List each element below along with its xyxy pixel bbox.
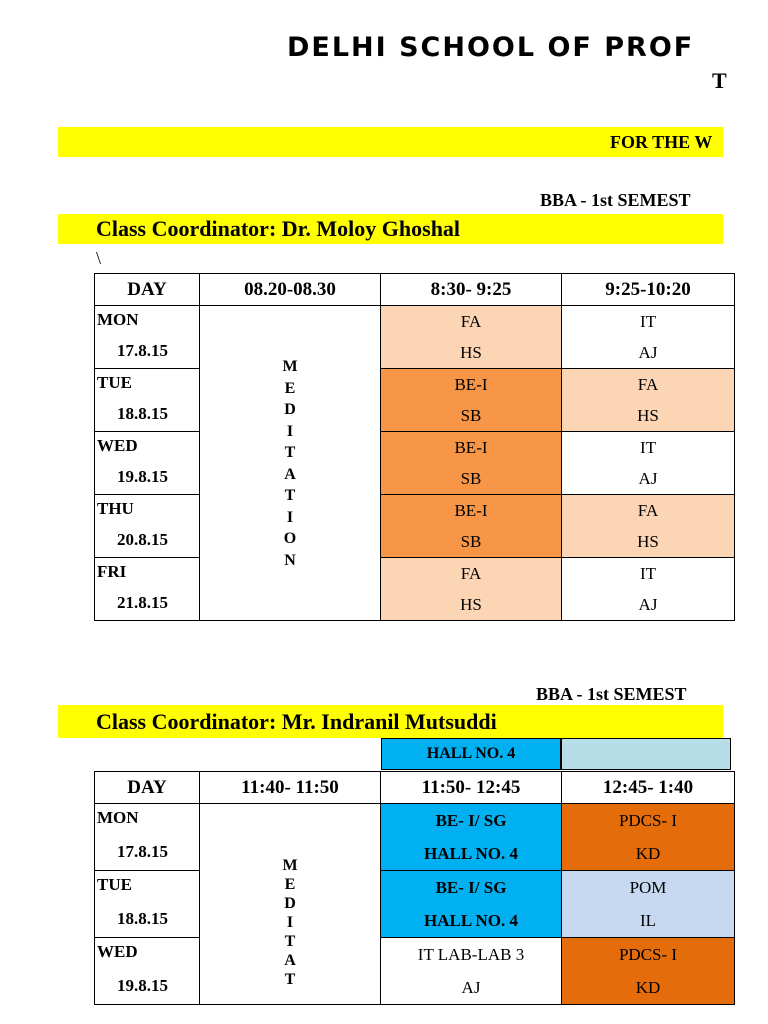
day-cell — [95, 871, 200, 938]
table-row — [95, 871, 735, 938]
break-letter: I — [286, 422, 294, 440]
faculty: AJ — [638, 595, 658, 614]
subject: BE- I/ SG — [435, 878, 507, 897]
class-cell — [562, 871, 735, 938]
subject: FA — [460, 564, 482, 583]
week-banner-text: FOR THE W — [610, 132, 713, 152]
day-date: 17.8.15 — [117, 341, 168, 360]
subject: FA — [637, 375, 659, 394]
class-cell — [562, 495, 735, 558]
stray-mark: \ — [96, 248, 102, 268]
day-cell — [95, 495, 200, 558]
day-date: 19.8.15 — [117, 467, 168, 486]
faculty: HS — [637, 406, 659, 425]
timetable-2 — [94, 771, 735, 1005]
faculty: HS — [637, 532, 659, 551]
meditation-label — [282, 856, 297, 996]
col-header-slot1: 8:30- 9:25 — [381, 274, 562, 306]
venue: HALL NO. 4 — [424, 844, 518, 863]
day-cell — [95, 369, 200, 432]
faculty: KD — [635, 844, 661, 863]
break-letter: D — [284, 401, 296, 418]
subject: FA — [637, 501, 659, 520]
class-cell — [562, 558, 735, 621]
timetable-1 — [94, 273, 735, 621]
col-header-slot0: 11:40- 11:50 — [200, 772, 381, 804]
day-cell — [95, 804, 200, 871]
day-date: 18.8.15 — [117, 404, 168, 423]
col-header-day: DAY — [95, 274, 200, 306]
break-letter: T — [284, 933, 296, 950]
subject: POM — [629, 878, 667, 897]
class-cell — [562, 938, 735, 1005]
faculty: AJ — [461, 978, 481, 997]
hall-header-cell — [381, 738, 561, 770]
hall-header-label: HALL NO. 4 — [426, 745, 516, 762]
day-date: 20.8.15 — [117, 530, 168, 549]
subject: FA — [460, 312, 482, 331]
class-cell — [381, 369, 562, 432]
subject: PDCS- I — [618, 945, 678, 964]
table-row — [95, 938, 735, 1005]
subject: BE-I — [454, 501, 488, 520]
break-letter: M — [282, 857, 298, 874]
subject: IT — [639, 312, 657, 331]
subject: PDCS- I — [618, 811, 678, 830]
break-letter: N — [284, 551, 296, 569]
col-header-slot2: 12:45- 1:40 — [562, 772, 735, 804]
day-name: TUE — [97, 875, 132, 894]
day-name: WED — [97, 942, 138, 961]
table-row — [95, 369, 735, 432]
meditation-label — [282, 356, 297, 571]
day-date: 21.8.15 — [117, 593, 168, 612]
day-name: MON — [97, 310, 139, 329]
faculty: IL — [639, 911, 657, 930]
faculty: KD — [635, 978, 661, 997]
break-letter: E — [284, 876, 296, 893]
table-row — [95, 306, 735, 369]
day-name: TUE — [97, 373, 132, 392]
class-cell — [381, 871, 562, 938]
class-cell — [381, 495, 562, 558]
subject: BE- I/ SG — [435, 811, 507, 830]
break-letter: O — [283, 530, 297, 547]
coordinator-2: Class Coordinator: Mr. Indranil Mutsuddi — [96, 709, 497, 734]
faculty: AJ — [638, 469, 658, 488]
class-cell — [381, 432, 562, 495]
faculty: AJ — [638, 343, 658, 362]
break-letter: E — [284, 379, 296, 397]
header-row — [95, 274, 735, 306]
coordinator-1: Class Coordinator: Dr. Moloy Ghoshal — [96, 216, 461, 241]
class-cell — [381, 804, 562, 871]
day-cell — [95, 432, 200, 495]
subject: IT — [639, 564, 657, 583]
table-row — [95, 432, 735, 495]
class-cell — [562, 369, 735, 432]
table-row — [95, 558, 735, 621]
subject: IT LAB-LAB 3 — [417, 945, 525, 964]
meditation-break-cell — [200, 306, 381, 621]
day-date: 17.8.15 — [117, 842, 168, 861]
day-date: 19.8.15 — [117, 976, 168, 995]
table-row — [95, 495, 735, 558]
break-letter: I — [286, 914, 294, 931]
col-header-day: DAY — [95, 772, 200, 804]
col-header-slot1: 11:50- 12:45 — [381, 772, 562, 804]
class-cell — [562, 432, 735, 495]
subject: IT — [639, 438, 657, 457]
break-letter: T — [284, 444, 296, 461]
day-cell — [95, 306, 200, 369]
break-letter: I — [286, 508, 294, 526]
day-cell — [95, 938, 200, 1005]
day-name: MON — [97, 808, 139, 827]
faculty: SB — [460, 406, 482, 425]
col-header-slot0: 08.20-08.30 — [200, 274, 381, 306]
table-row — [95, 804, 735, 871]
day-date: 18.8.15 — [117, 909, 168, 928]
header-row — [95, 772, 735, 804]
semester-label-1: BBA - 1st SEMEST — [540, 190, 691, 210]
class-cell — [562, 306, 735, 369]
day-name: FRI — [97, 562, 127, 581]
school-name: DELHI SCHOOL OF PROF — [287, 32, 695, 63]
class-cell — [381, 558, 562, 621]
faculty: SB — [460, 532, 482, 551]
subject: BE-I — [454, 438, 488, 457]
timetable-title-fragment: T — [712, 68, 727, 93]
break-letter: T — [284, 487, 296, 504]
faculty: HS — [460, 595, 482, 614]
venue: HALL NO. 4 — [424, 911, 518, 930]
subject: BE-I — [454, 375, 488, 394]
semester-label-2: BBA - 1st SEMEST — [536, 684, 687, 704]
class-cell — [562, 804, 735, 871]
break-letter: A — [284, 952, 296, 969]
col-header-slot2: 9:25-10:20 — [562, 274, 735, 306]
hall-header-cell-empty — [561, 738, 731, 770]
break-letter: M — [282, 358, 298, 375]
faculty: SB — [460, 469, 482, 488]
break-letter: T — [284, 971, 296, 988]
faculty: HS — [460, 343, 482, 362]
meditation-break-cell — [200, 804, 381, 1005]
day-name: WED — [97, 436, 138, 455]
day-cell — [95, 558, 200, 621]
break-letter: D — [284, 895, 296, 912]
break-letter: A — [284, 465, 296, 483]
class-cell — [381, 938, 562, 1005]
class-cell — [381, 306, 562, 369]
day-name: THU — [97, 499, 134, 518]
